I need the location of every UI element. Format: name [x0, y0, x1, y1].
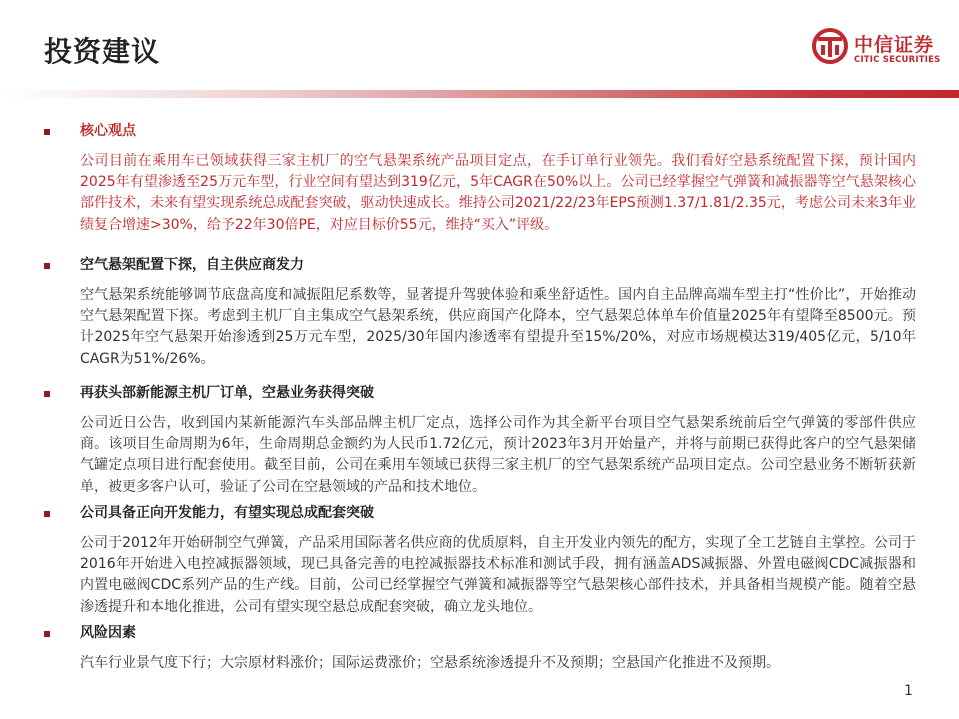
section-paragraph: 空气悬架系统能够调节底盘高度和减振阻尼系数等，显著提升驾驶体验和乘坐舒适性。国内自主品牌高端车型主打“性价比”，开始推动空气悬架配置下探。考虑到主机厂自主集成空气悬架系统，供应商国产化降本，空气悬架总体单车价值量2025年有望降至8500元。预计2025年空气悬架开始渗透到25万元车型，2025/30年国内渗透率有望提升至15%/20%，对应市场规模达319/405亿元，5/10年CAGR为51%/26%。	[80, 287, 916, 367]
section-development-capability	[44, 502, 924, 622]
bullet-marker	[44, 263, 50, 269]
section-heading: 再获头部新能源主机厂订单，空悬业务获得突破	[80, 385, 374, 401]
section-heading: 公司具备正向开发能力，有望实现总成配套突破	[80, 505, 374, 521]
section-new-orders	[44, 382, 924, 502]
section-risk-factors	[44, 622, 924, 674]
section-heading: 空气悬架配置下探，自主供应商发力	[80, 257, 304, 273]
section-core-view	[44, 120, 924, 254]
section-paragraph: 公司目前在乘用车已领域获得三家主机厂的空气悬架系统产品项目定点，在手订单行业领先。我们看好空悬系统配置下探，预计国内2025年有望渗透至25万元车型，行业空间有望达到319亿元，5年CAGR在50%以上。公司已经掌握空气弹簧和减振器等空气悬架核心部件技术，未来有望实现系统总成配套突破，驱动快速成长。维持公司2021/22/23年EPS预测1.37/1.81/2.35元，考虑公司未来3年业绩复合增速>30%，给予22年30倍PE，对应目标价55元，维持“买入”评级。	[80, 153, 916, 233]
bullet-marker	[44, 511, 50, 517]
main-content	[44, 120, 924, 674]
section-paragraph: 公司于2012年开始研制空气弹簧，产品采用国际著名供应商的优质原料，自主开发业内领先的配方，实现了全工艺链自主掌控。公司于2016年开始进入电控减振器领域，现已具备完善的电控减振器技术标准和测试手段，拥有涵盖ADS减振器、外置电磁阀CDC减振器和内置电磁阀CDC系列产品的生产线。目前，公司已经掌握空气弹簧和减振器等空气悬架核心部件技术，并具备相当规模产能。随着空悬渗透提升和本地化推进，公司有望实现空悬总成配套突破，确立龙头地位。	[80, 535, 916, 615]
logo-english-name: CITIC SECURITIES	[854, 55, 941, 65]
page-number: 1	[904, 683, 913, 699]
citic-logo	[812, 28, 952, 72]
section-paragraph: 汽车行业景气度下行；大宗原材料涨价；国际运费涨价；空悬系统渗透提升不及预期；空悬国产化推进不及预期。	[80, 655, 780, 671]
section-paragraph: 公司近日公告，收到国内某新能源汽车头部品牌主机厂定点，选择公司作为其全新平台项目空气悬架系统前后空气弹簧的零部件供应商。该项目生命周期为6年，生命周期总金额约为人民币1.72亿元，预计2023年3月开始量产，并将与前期已获得此客户的空气悬架储气罐定点项目进行配套使用。截至目前，公司在乘用车领域已获得三家主机厂的空气悬架系统产品项目定点。公司空悬业务不断斩获新单，被更多客户认可，验证了公司在空悬领域的产品和技术地位。	[80, 415, 916, 495]
page-title: 投资建议	[44, 35, 161, 68]
citic-logo-icon	[812, 28, 848, 64]
header-divider	[0, 90, 959, 98]
bullet-marker	[44, 631, 50, 637]
logo-chinese-name: 中信证券	[854, 34, 935, 56]
section-heading: 风险因素	[80, 625, 136, 641]
bullet-marker	[44, 391, 50, 397]
bullet-marker	[44, 129, 50, 135]
section-heading: 核心观点	[80, 123, 136, 139]
header	[0, 0, 959, 90]
section-air-suspension	[44, 254, 924, 382]
